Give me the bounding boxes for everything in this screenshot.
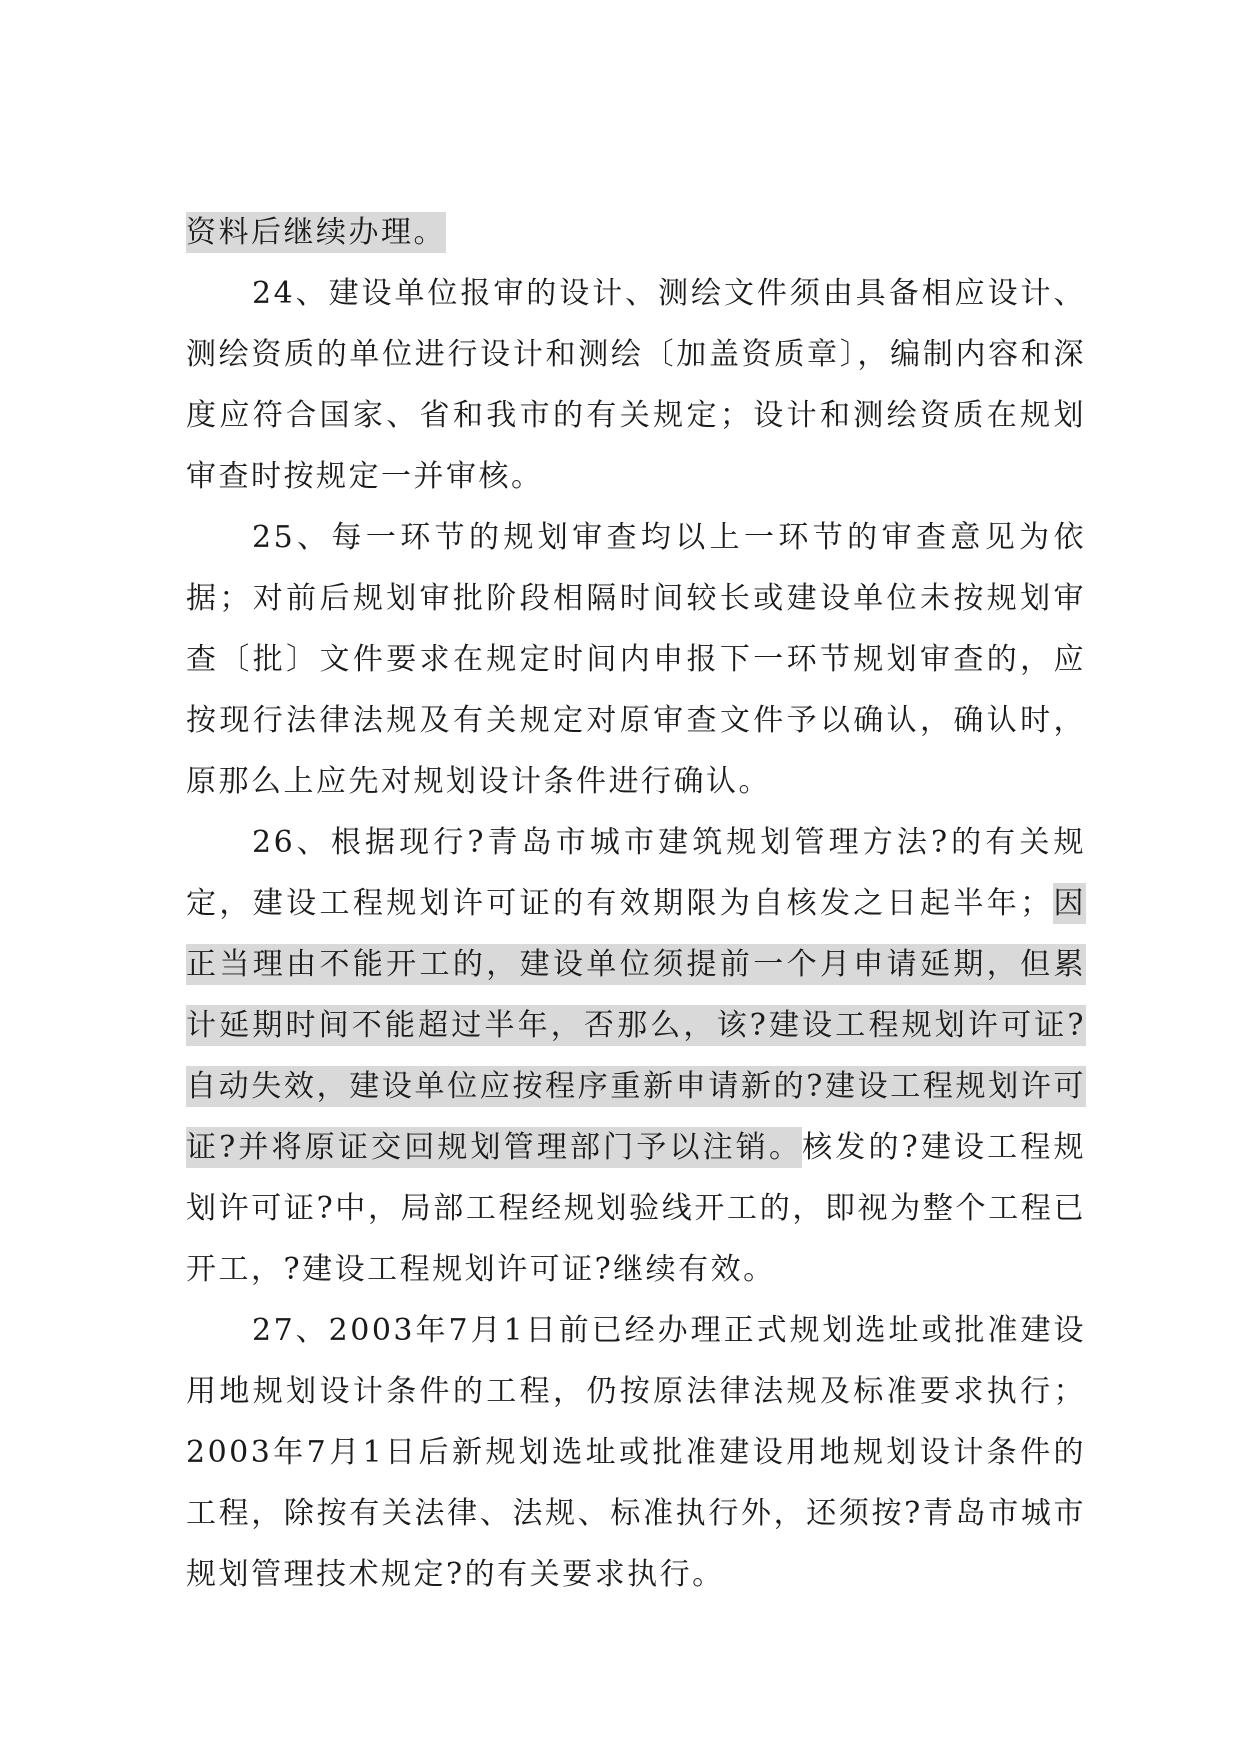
paragraph-text: 26、根据现行?青岛市城市建筑规划管理方法?的有关规定，建设工程规划许可证的有效期限为自核发之日起半年； — [186, 825, 1086, 921]
paragraph-25 — [186, 507, 1086, 812]
document-body — [186, 202, 1086, 1605]
paragraph-text: 核发的?建设工程规划许可证?中，局部工程经规划验线开工的，即视为整个工程已开工，?建设工程规划许可证?继续有效。 — [186, 1130, 1086, 1287]
paragraph-27 — [186, 1300, 1086, 1605]
paragraph-text: 24、建设单位报审的设计、测绘文件须由具备相应设计、测绘资质的单位进行设计和测绘〔加盖资质章〕，编制内容和深度应符合国家、省和我市的有关规定；设计和测绘资质在规划审查时按规定一并审核。 — [186, 276, 1086, 494]
paragraph-text: 25、每一环节的规划审查均以上一环节的审查意见为依据；对前后规划审批阶段相隔时间较长或建设单位未按规划审查〔批〕文件要求在规定时间内申报下一环节规划审查的，应按现行法律法规及有关规定对原审查文件予以确认，确认时，原那么上应先对规划设计条件进行确认。 — [186, 520, 1086, 799]
continued-paragraph — [186, 202, 1086, 263]
highlighted-text: 资料后继续办理。 — [186, 212, 446, 253]
paragraph-24 — [186, 263, 1086, 507]
paragraph-26 — [186, 812, 1086, 1300]
paragraph-text: 27、2003年7月1日前已经办理正式规划选址或批准建设用地规划设计条件的工程，仍按原法律法规及标准要求执行；2003年7月1日后新规划选址或批准建设用地规划设计条件的工程，除按有关法律、法规、标准执行外，还须按?青岛市城市规划管理技术规定?的有关要求执行。 — [186, 1313, 1086, 1592]
highlighted-text: 因正当理由不能开工的，建设单位须提前一个月申请延期，但累计延期时间不能超过半年，否那么，该?建设工程规划许可证?自动失效，建设单位应按程序重新申请新的?建设工程规划许可证?并将原证交回规划管理部门予以注销。 — [186, 883, 1086, 1168]
